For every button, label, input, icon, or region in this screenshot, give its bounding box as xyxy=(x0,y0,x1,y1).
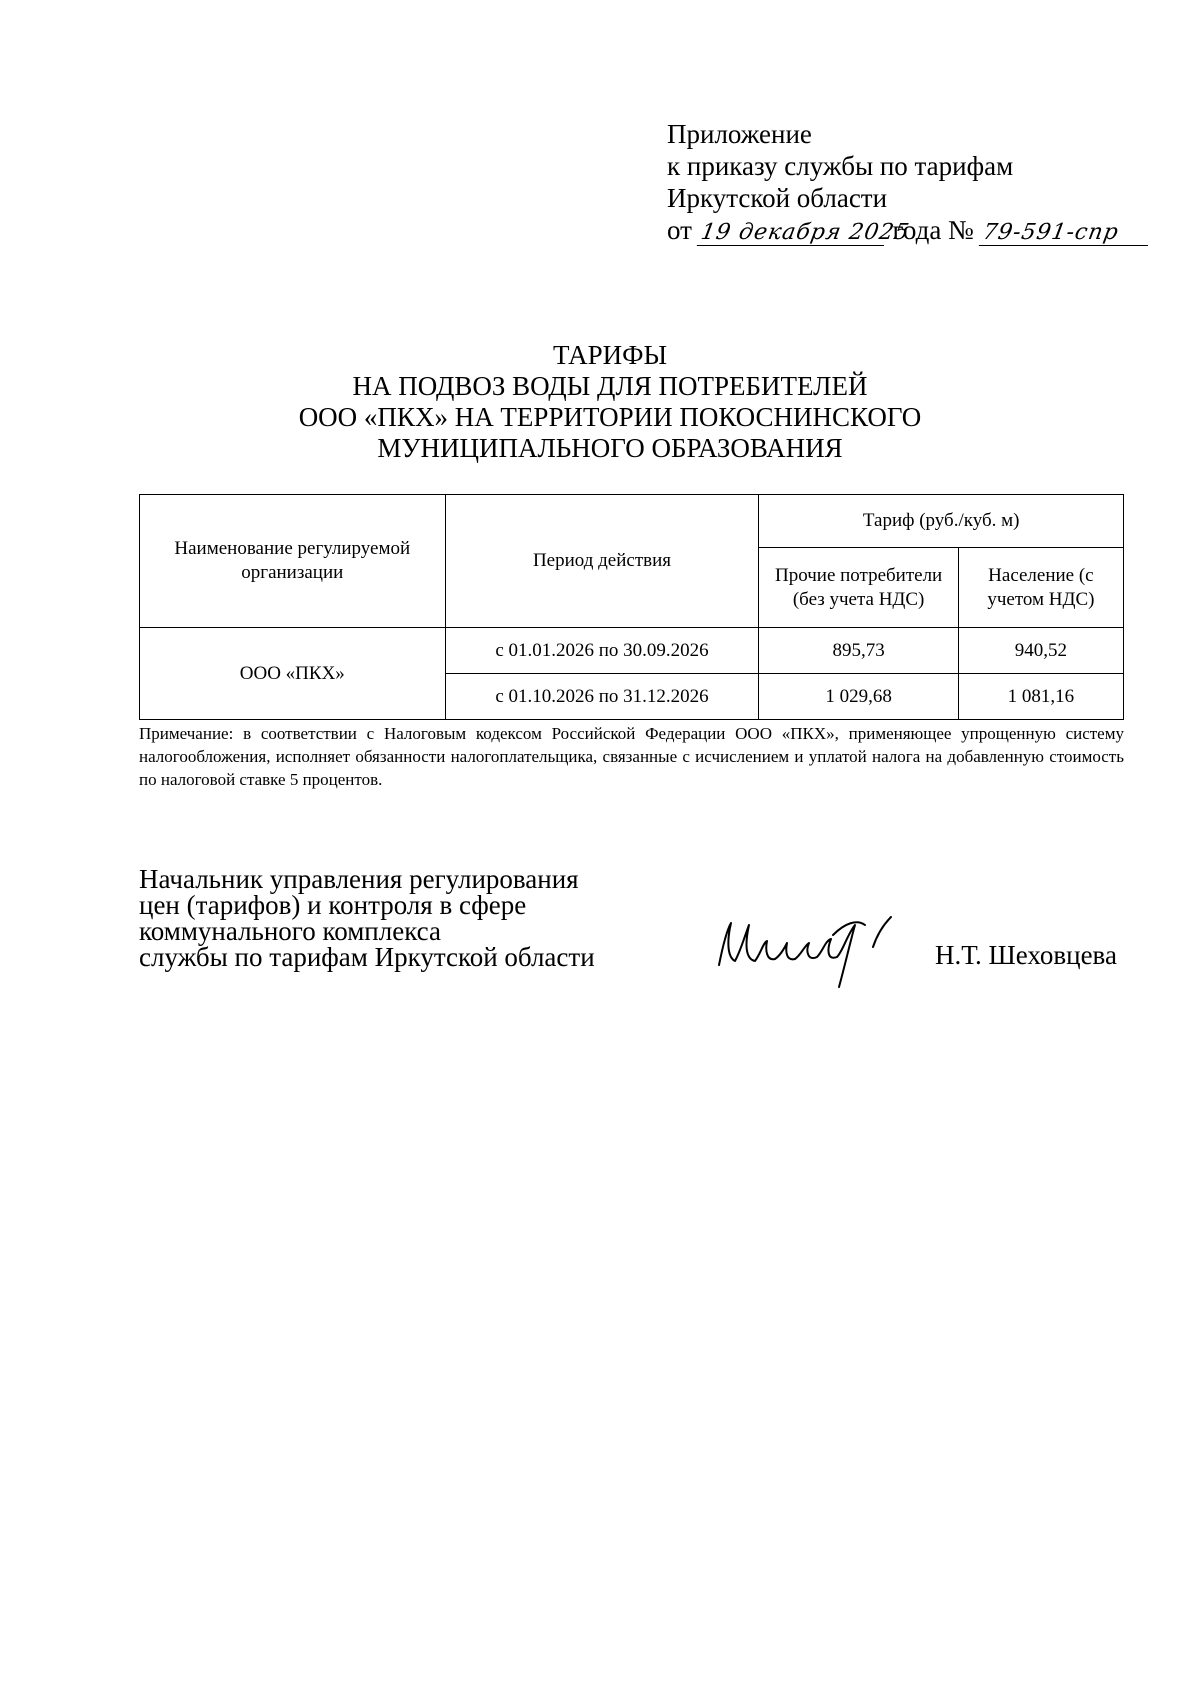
signer-name: Н.Т. Шеховцева xyxy=(935,940,1117,970)
date-prefix: от xyxy=(667,215,692,245)
table-row xyxy=(140,628,1124,674)
header-tariff: Тариф (руб./куб. м) xyxy=(759,495,1124,548)
header-org: Наименование регулируемой организации xyxy=(140,495,446,628)
title-line-4: МУНИЦИПАЛЬНОГО ОБРАЗОВАНИЯ xyxy=(377,433,843,463)
year-label: года № xyxy=(892,215,974,245)
tariff-table xyxy=(139,494,1124,720)
appendix-line-2: к приказу службы по тарифам xyxy=(667,151,1014,181)
header-population: Население (с учетом НДС) xyxy=(958,548,1123,628)
position-line-4: службы по тарифам Иркутской области xyxy=(139,942,595,972)
signature-icon xyxy=(705,895,935,995)
position-line-3: коммунального комплекса xyxy=(139,916,441,946)
header-others: Прочие потребители (без учета НДС) xyxy=(759,548,958,628)
document-title xyxy=(180,340,1040,464)
appendix-line-1: Приложение xyxy=(667,119,812,149)
position-line-2: цен (тарифов) и контроля в сфере xyxy=(139,890,527,920)
signatory-position xyxy=(139,866,595,970)
table-header-row xyxy=(140,495,1124,548)
title-line-3: ООО «ПКХ» НА ТЕРРИТОРИИ ПОКОСНИНСКОГО xyxy=(298,402,922,432)
appendix-block xyxy=(667,118,1150,246)
cell-population-value: 1 081,16 xyxy=(958,674,1123,720)
header-period: Период действия xyxy=(445,495,759,628)
cell-others-value: 1 029,68 xyxy=(759,674,958,720)
handwritten-order-number: 79-591-спр xyxy=(978,221,1151,246)
appendix-line-3: Иркутской области xyxy=(667,183,888,213)
handwritten-date: 19 декабря 2025 xyxy=(696,221,887,246)
cell-period: с 01.10.2026 по 31.12.2026 xyxy=(445,674,759,720)
title-line-2: НА ПОДВОЗ ВОДЫ ДЛЯ ПОТРЕБИТЕЛЕЙ xyxy=(352,371,868,401)
position-line-1: Начальник управления регулирования xyxy=(139,864,579,894)
appendix-date-line xyxy=(667,214,1150,246)
table-note: Примечание: в соответствии с Налоговым кодексом Российской Федерации ООО «ПКХ», применяющее упрощенную систему налогообложения, исполняет обязанности налогоплательщика, связанные с исчислением и уплатой налога на добавленную стоимость по налоговой ставке 5 процентов. xyxy=(139,724,1124,789)
cell-period: с 01.01.2026 по 30.09.2026 xyxy=(445,628,759,674)
cell-others-value: 895,73 xyxy=(759,628,958,674)
title-line-1: ТАРИФЫ xyxy=(552,340,668,370)
cell-population-value: 940,52 xyxy=(958,628,1123,674)
cell-organization: ООО «ПКХ» xyxy=(140,628,446,720)
